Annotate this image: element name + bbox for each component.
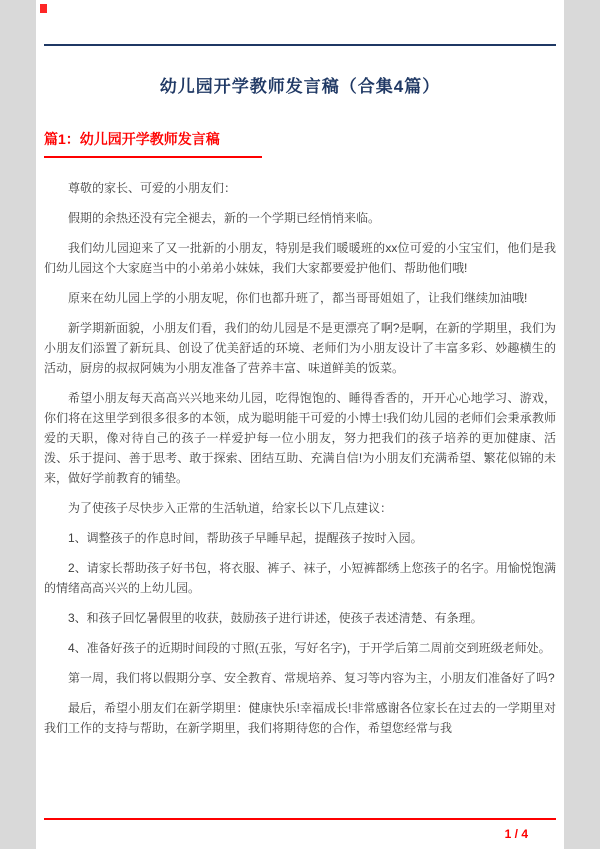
paragraph: 2、请家长帮助孩子好书包，将衣服、裤子、袜子，小短裤都绣上您孩子的名字。用愉悦饱满的情绪高高兴兴的上幼儿园。 [44, 561, 556, 595]
paragraph: 原来在幼儿园上学的小朋友呢，你们也都升班了，都当哥哥姐姐了，让我们继续加油哦! [68, 291, 528, 305]
section-heading: 篇1：幼儿园开学教师发言稿 [44, 129, 262, 158]
page-footer [44, 813, 556, 841]
document-page [36, 0, 564, 849]
paragraph: 4、准备好孩子的近期时间段的寸照(五张，写好名字)，于开学后第二周前交到班级老师处。 [68, 641, 551, 655]
footer-divider [44, 818, 556, 820]
paragraph: 第一周，我们将以假期分享、安全教育、常规培养、复习等内容为主，小朋友们准备好了吗? [68, 671, 555, 685]
document-title: 幼儿园开学教师发言稿（合集4篇） [159, 77, 441, 96]
top-divider [44, 44, 556, 46]
paragraph: 为了使孩子尽快步入正常的生活轨道，给家长以下几点建议： [68, 501, 393, 515]
paragraph: 尊敬的家长、可爱的小朋友们： [68, 181, 237, 195]
paragraph: 假期的余热还没有完全褪去，新的一个学期已经悄悄来临。 [68, 211, 381, 225]
corner-mark [40, 4, 47, 13]
paragraph: 3、和孩子回忆暑假里的收获，鼓励孩子进行讲述，使孩子表述清楚、有条理。 [68, 611, 483, 625]
paragraph: 1、调整孩子的作息时间，帮助孩子早睡早起，提醒孩子按时入园。 [68, 531, 423, 545]
document-body [44, 178, 556, 738]
paragraph: 希望小朋友每天高高兴兴地来幼儿园，吃得饱饱的、睡得香香的，开开心心地学习、游戏，你们将在这里学到很多很多的本领，成为聪明能干可爱的小博士!我们幼儿园的老师们会秉承教师爱的天职，像对待自己的孩子一样爱护每一位小朋友，努力把我们的孩子培养的更加健康、活泼、乐于提问、善于思考、敢于探索、团结互助、充满自信!为小朋友们充满希望、繁花似锦的未来，做好学前教育的铺垫。 [44, 391, 556, 485]
section-heading-row [44, 129, 556, 158]
paragraph: 我们幼儿园迎来了又一批新的小朋友，特别是我们暖暖班的xx位可爱的小宝宝们，他们是我们幼儿园这个大家庭当中的小弟弟小妹妹，我们大家都要爱护他们、帮助他们哦! [44, 241, 556, 275]
page-number: 1 / 4 [504, 827, 528, 841]
paragraph: 最后，希望小朋友们在新学期里：健康快乐!幸福成长!非常感谢各位家长在过去的一学期里对我们工作的支持与帮助，在新学期里，我们将期待您的合作，希望您经常与我 [44, 701, 556, 735]
paragraph: 新学期新面貌，小朋友们看，我们的幼儿园是不是更漂亮了啊?是啊，在新的学期里，我们为小朋友们添置了新玩具、创设了优美舒适的环境、老师们为小朋友设计了丰富多彩、妙趣横生的活动，厨房的叔叔阿姨为小朋友准备了营养丰富、味道鲜美的饭菜。 [44, 321, 556, 375]
